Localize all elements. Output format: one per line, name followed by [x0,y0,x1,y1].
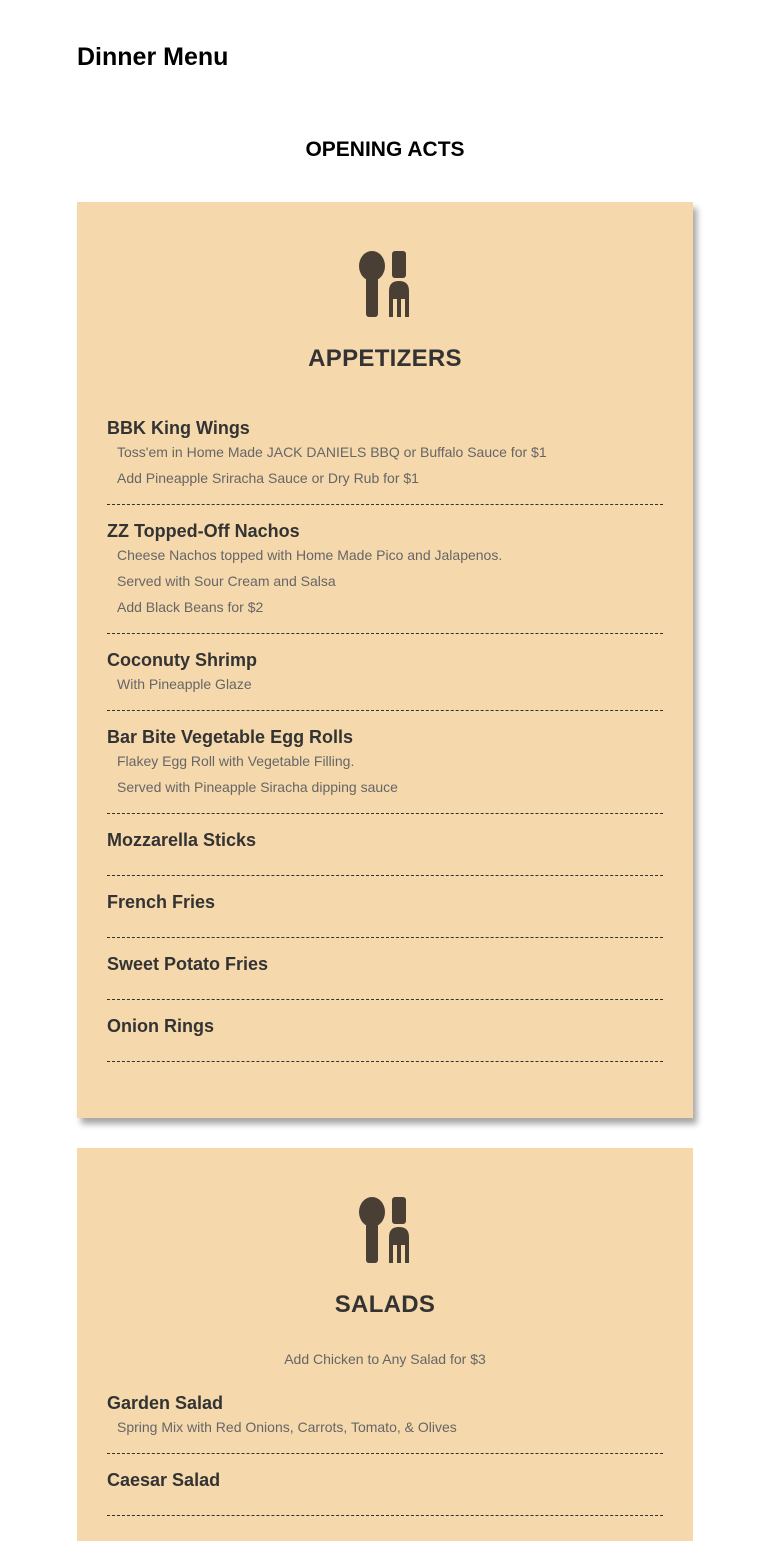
appetizers-list [107,411,663,1062]
salads-note: Add Chicken to Any Salad for $3 [284,1351,486,1367]
item-description: Served with Pineapple Siracha dipping sauce [117,779,398,795]
menu-item [107,514,663,634]
item-description: Add Pineapple Sriracha Sauce or Dry Rub for $1 [117,470,419,486]
item-description: Toss'em in Home Made JACK DANIELS BBQ or Buffalo Sauce for $1 [117,444,547,460]
item-name: Coconuty Shrimp [107,650,258,670]
salads-list [107,1386,663,1516]
item-name: Garden Salad [107,1393,224,1413]
item-description: Flakey Egg Roll with Vegetable Filling. [117,753,355,769]
menu-item [107,885,663,938]
appetizers-heading: APPETIZERS [308,345,462,372]
section-title: OPENING ACTS [305,138,465,161]
menu-item [107,411,663,505]
spoon-fork-icon [359,1197,411,1263]
item-name: Onion Rings [107,1016,214,1036]
menu-item [107,1009,663,1062]
item-name: BBK King Wings [107,418,250,438]
appetizers-card [77,202,693,1118]
menu-item [107,720,663,814]
menu-item [107,1386,663,1454]
item-name: Bar Bite Vegetable Egg Rolls [107,727,354,747]
salads-card [77,1148,693,1541]
item-name: Mozzarella Sticks [107,830,257,850]
item-name: Caesar Salad [107,1470,221,1490]
item-name: ZZ Topped-Off Nachos [107,521,300,541]
item-description: Served with Sour Cream and Salsa [117,573,336,589]
spoon-fork-icon [359,251,411,317]
item-description: Add Black Beans for $2 [117,599,264,615]
menu-item [107,643,663,711]
menu-item [107,947,663,1000]
item-description: Spring Mix with Red Onions, Carrots, Tomato, & Olives [117,1419,457,1435]
salads-heading: SALADS [334,1291,436,1318]
item-description: Cheese Nachos topped with Home Made Pico and Jalapenos. [117,547,503,563]
item-name: French Fries [107,892,216,912]
menu-item [107,823,663,876]
item-name: Sweet Potato Fries [107,954,269,974]
menu-item [107,1463,663,1516]
item-description: With Pineapple Glaze [117,676,252,692]
page-title: Dinner Menu [77,43,229,71]
